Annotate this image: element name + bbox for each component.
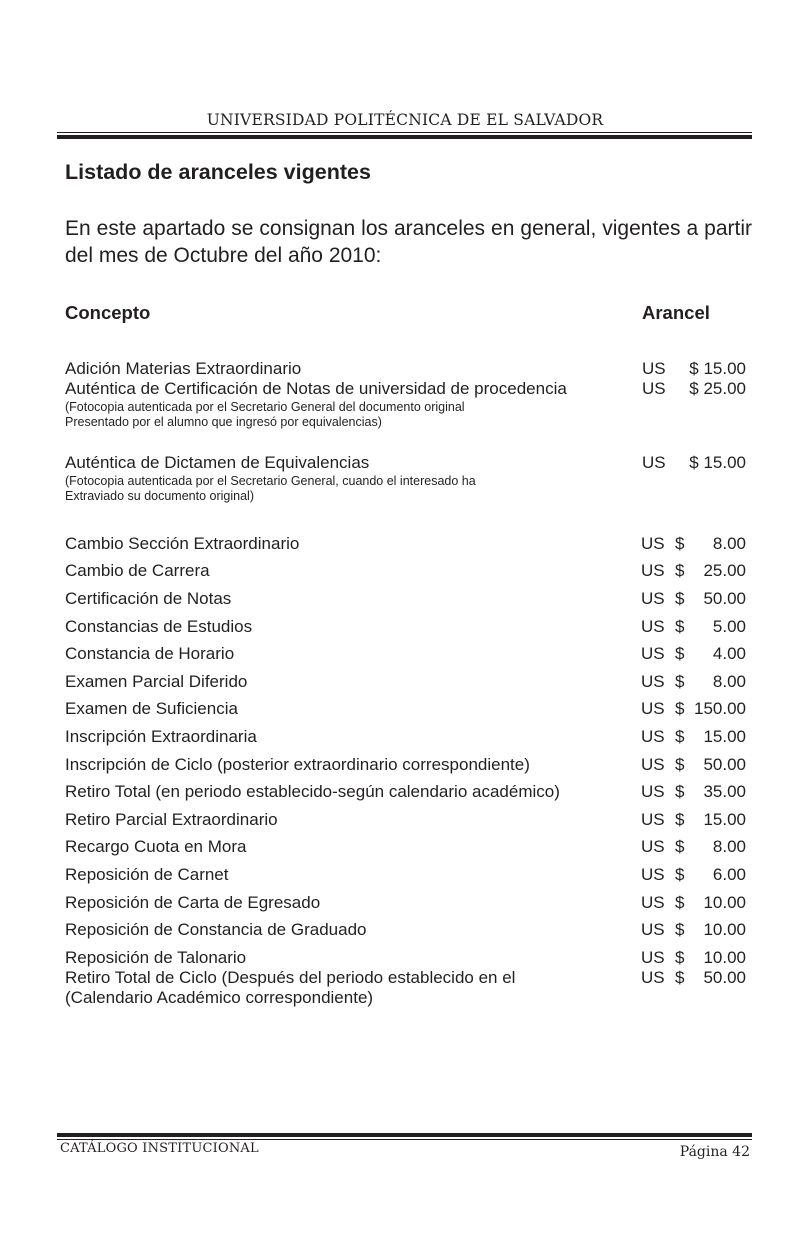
fee-row-currency: US (641, 865, 665, 884)
fee-row-amount: 150.00 (694, 699, 746, 718)
fee-row-amount: 8.00 (712, 534, 746, 553)
fee-row-amount: 50.00 (703, 755, 746, 774)
header-rule-thick (57, 135, 752, 139)
fee-row-dollar-sign: $ (675, 672, 685, 691)
fee-row-currency: US (641, 837, 665, 856)
fee-row-dollar-sign: $ (675, 727, 685, 746)
fee-row-dollar-sign: $ (675, 968, 685, 987)
fee-row-currency: US (641, 948, 665, 967)
fee-row-concept: Inscripción Extraordinaria (65, 727, 257, 746)
fee-row-concept: Recargo Cuota en Mora (65, 837, 247, 856)
fee-row-currency: US (641, 755, 665, 774)
fee-row-concept: Reposición de Carta de Egresado (65, 893, 321, 912)
fee-item-note: Extraviado su documento original) (65, 489, 254, 503)
running-header: UNIVERSIDAD POLITÉCNICA DE EL SALVADOR (206, 111, 604, 129)
footer-rule-thick (57, 1133, 752, 1137)
section-heading: Listado de aranceles vigentes (65, 160, 371, 184)
fee-row-concept: Examen Parcial Diferido (65, 672, 248, 691)
fee-row-concept: Retiro Parcial Extraordinario (65, 810, 278, 829)
fee-row-concept: Reposición de Constancia de Graduado (65, 920, 367, 939)
fee-row-currency: US (641, 672, 665, 691)
fee-item-amount: $ 25.00 (689, 379, 746, 398)
fee-item-currency: US (642, 453, 666, 472)
fee-row-currency: US (641, 920, 665, 939)
fee-row-amount: 5.00 (712, 617, 746, 636)
footer-rule-thin (57, 1139, 752, 1140)
fee-row-concept: Constancia de Horario (65, 644, 235, 663)
fee-row-currency: US (641, 810, 665, 829)
fee-row-currency: US (641, 534, 665, 553)
fee-row-amount: 50.00 (703, 968, 746, 987)
column-header-fee: Arancel (642, 302, 710, 323)
fee-row-dollar-sign: $ (675, 561, 685, 580)
fee-row-concept: Reposición de Carnet (65, 865, 229, 884)
fee-item-amount: $ 15.00 (689, 359, 746, 378)
fee-row-currency: US (641, 968, 665, 987)
fee-row-concept-continued: (Calendario Académico correspondiente) (65, 988, 374, 1007)
fee-row-concept: Retiro Total (en periodo establecido-según calendario académico) (65, 782, 560, 801)
fee-row-amount: 8.00 (712, 672, 746, 691)
fee-row-dollar-sign: $ (675, 893, 685, 912)
fee-row-concept: Cambio Sección Extraordinario (65, 534, 300, 553)
page-number: Página 42 (679, 1144, 750, 1160)
fee-row-dollar-sign: $ (675, 865, 685, 884)
fee-row-currency: US (641, 893, 665, 912)
fee-row-concept: Constancias de Estudios (65, 617, 253, 636)
fee-item-concept: Adición Materias Extraordinario (65, 359, 302, 378)
fee-row-currency: US (641, 644, 665, 663)
fee-row-dollar-sign: $ (675, 617, 685, 636)
fee-row-amount: 15.00 (703, 810, 746, 829)
fee-item-concept: Auténtica de Certificación de Notas de universidad de procedencia (65, 379, 567, 398)
fee-row-amount: 4.00 (712, 644, 746, 663)
fee-item-note: (Fotocopia autenticada por el Secretario General, cuando el interesado ha (65, 474, 476, 488)
fee-row-concept: Inscripción de Ciclo (posterior extraordinario correspondiente) (65, 755, 530, 774)
fee-row-dollar-sign: $ (675, 644, 685, 663)
footer-catalog-label: CATÁLOGO INSTITUCIONAL (60, 1141, 259, 1156)
fee-row-concept: Certificación de Notas (65, 589, 232, 608)
column-header-concept: Concepto (65, 302, 151, 323)
fee-row-dollar-sign: $ (675, 782, 685, 801)
fee-row-amount: 15.00 (703, 727, 746, 746)
fee-row-concept: Cambio de Carrera (65, 561, 210, 580)
fee-row-concept: Retiro Total de Ciclo (Después del periodo establecido en el (65, 968, 516, 987)
intro-paragraph: En este apartado se consignan los aranceles en general, vigentes a partir del mes de Octubre del año 2010: (65, 217, 752, 267)
fee-row-amount: 50.00 (703, 589, 746, 608)
fee-row-dollar-sign: $ (675, 534, 685, 553)
fee-row-amount: 8.00 (712, 837, 746, 856)
fee-row-dollar-sign: $ (675, 948, 685, 967)
fee-item-currency: US (642, 359, 666, 378)
fee-row-currency: US (641, 727, 665, 746)
fee-item-note: (Fotocopia autenticada por el Secretario General del documento original (65, 400, 465, 414)
fee-row-currency: US (641, 561, 665, 580)
fee-row-dollar-sign: $ (675, 589, 685, 608)
header-rule-thin (57, 132, 752, 133)
fee-row-dollar-sign: $ (675, 837, 685, 856)
fee-row-dollar-sign: $ (675, 920, 685, 939)
fee-row-amount: 10.00 (703, 920, 746, 939)
fee-item-concept: Auténtica de Dictamen de Equivalencias (65, 453, 370, 472)
fee-item-amount: $ 15.00 (689, 453, 746, 472)
fee-row-concept: Examen de Suficiencia (65, 699, 238, 718)
fee-item-currency: US (642, 379, 666, 398)
fee-row-currency: US (641, 782, 665, 801)
fee-row-amount: 6.00 (712, 865, 746, 884)
fee-row-dollar-sign: $ (675, 699, 685, 718)
fee-row-dollar-sign: $ (675, 755, 685, 774)
fee-row-currency: US (641, 699, 665, 718)
fee-row-currency: US (641, 589, 665, 608)
fee-row-dollar-sign: $ (675, 810, 685, 829)
fee-row-currency: US (641, 617, 665, 636)
fee-row-amount: 10.00 (703, 948, 746, 967)
fee-row-amount: 10.00 (703, 893, 746, 912)
fee-item-note: Presentado por el alumno que ingresó por equivalencias) (65, 415, 382, 429)
fee-row-amount: 35.00 (703, 782, 746, 801)
fee-row-amount: 25.00 (703, 561, 746, 580)
fee-row-concept: Reposición de Talonario (65, 948, 247, 967)
